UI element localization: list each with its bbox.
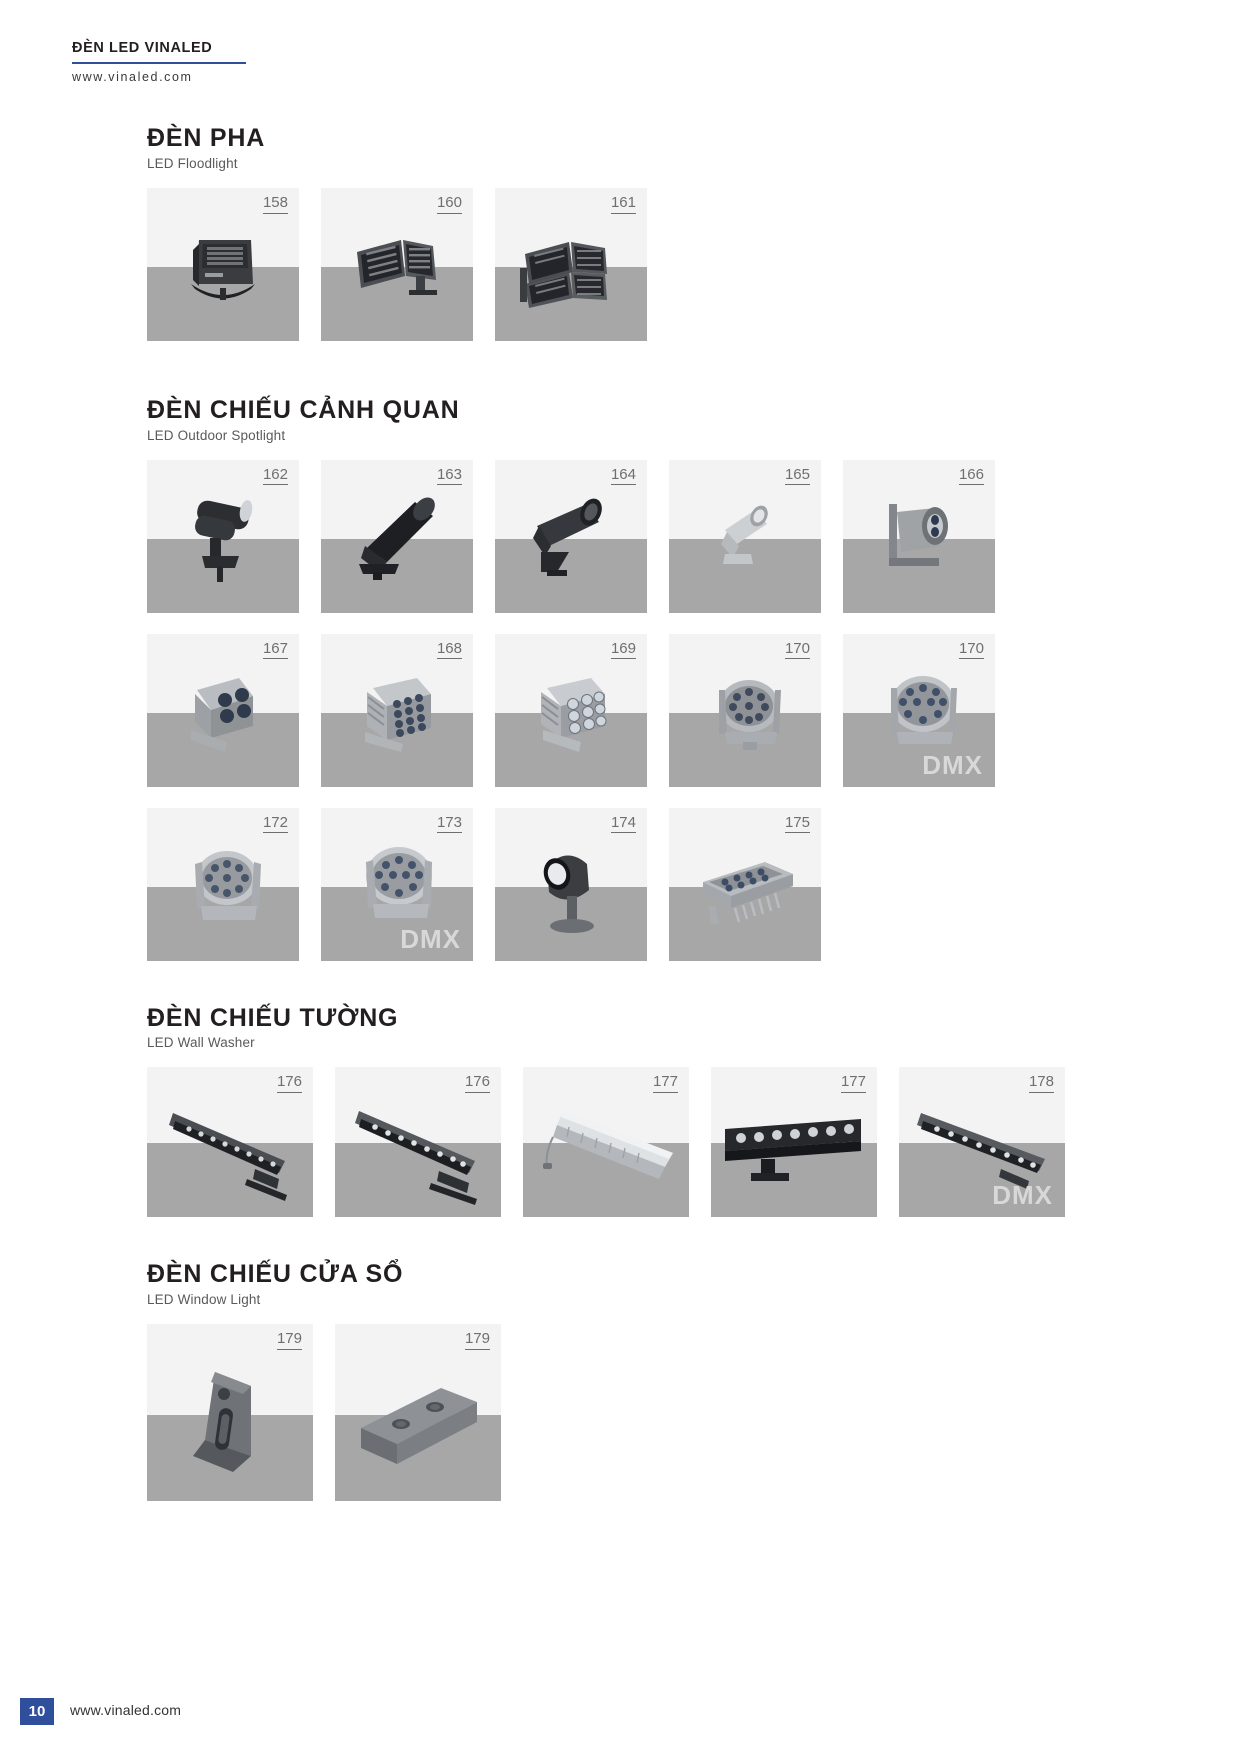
section-gap — [0, 982, 1239, 1004]
page-number: 163 — [437, 466, 462, 486]
page-number: 169 — [611, 640, 636, 660]
product-card[interactable] — [669, 634, 821, 787]
page-number: 170 — [959, 640, 984, 660]
window-bar-icon — [335, 1324, 501, 1501]
page-number: 165 — [785, 466, 810, 486]
page-number: 172 — [263, 814, 288, 834]
product-grid-floodlight — [0, 188, 1239, 362]
section-subtitle: LED Wall Washer — [147, 1035, 255, 1051]
brand-url: www.vinaled.com — [72, 70, 193, 84]
page-number: 170 — [785, 640, 810, 660]
section-title: ĐÈN PHA — [147, 124, 266, 152]
page-footer — [0, 1698, 1239, 1728]
section-header — [0, 396, 1239, 443]
product-card[interactable] — [335, 1324, 501, 1501]
product-card[interactable] — [335, 1067, 501, 1217]
footer-page-number: 10 — [20, 1698, 54, 1725]
page-number: 176 — [277, 1073, 302, 1093]
dmx-badge: DMX — [992, 1180, 1053, 1211]
product-card[interactable] — [669, 460, 821, 613]
product-card[interactable] — [321, 808, 473, 961]
product-card[interactable] — [147, 460, 299, 613]
section-window — [0, 1260, 1239, 1522]
section-title: ĐÈN CHIẾU CẢNH QUAN — [147, 395, 460, 424]
section-gap — [0, 1238, 1239, 1260]
section-header — [0, 1004, 1239, 1051]
page-number: 166 — [959, 466, 984, 486]
product-card[interactable] — [899, 1067, 1065, 1217]
footer-url: www.vinaled.com — [70, 1702, 182, 1718]
page-number: 168 — [437, 640, 462, 660]
dmx-badge: DMX — [400, 923, 461, 954]
product-card[interactable] — [147, 634, 299, 787]
section-subtitle: LED Floodlight — [147, 155, 238, 171]
page-number: 174 — [611, 814, 636, 834]
page-number: 160 — [437, 194, 462, 214]
dmx-badge: DMX — [922, 749, 983, 780]
product-card[interactable] — [495, 460, 647, 613]
product-card[interactable] — [843, 460, 995, 613]
product-card[interactable] — [147, 188, 299, 341]
section-header — [0, 124, 1239, 171]
product-card[interactable] — [523, 1067, 689, 1217]
product-card[interactable] — [147, 1324, 313, 1501]
product-grid-spotlight — [0, 460, 1239, 982]
section-wallwasher — [0, 1004, 1239, 1239]
page-number: 179 — [465, 1330, 490, 1350]
page-header — [72, 40, 246, 84]
product-card[interactable] — [843, 634, 995, 787]
page-number: 164 — [611, 466, 636, 486]
section-floodlight — [0, 124, 1239, 362]
product-card[interactable] — [147, 1067, 313, 1217]
page-number: 176 — [465, 1073, 490, 1093]
section-title: ĐÈN CHIẾU TƯỜNG — [147, 1003, 399, 1032]
page-number: 175 — [785, 814, 810, 834]
page-number: 179 — [277, 1330, 302, 1350]
section-subtitle: LED Window Light — [147, 1292, 261, 1307]
section-header — [0, 1260, 1239, 1307]
section-spotlight — [0, 396, 1239, 982]
section-subtitle: LED Outdoor Spotlight — [147, 427, 286, 443]
product-card[interactable] — [495, 808, 647, 961]
product-card[interactable] — [669, 808, 821, 961]
product-card[interactable] — [711, 1067, 877, 1217]
product-card[interactable] — [495, 188, 647, 341]
page-number: 177 — [841, 1073, 866, 1093]
product-card[interactable] — [321, 188, 473, 341]
page-number: 161 — [611, 194, 636, 214]
page-number: 162 — [263, 466, 288, 486]
brand-underline — [72, 62, 246, 64]
product-grid-wallwasher — [0, 1067, 1239, 1238]
page-number: 158 — [263, 194, 288, 214]
page-number: 178 — [1029, 1073, 1054, 1093]
product-card[interactable] — [147, 808, 299, 961]
page-number: 173 — [437, 814, 462, 834]
product-card[interactable] — [321, 634, 473, 787]
catalog-content — [0, 124, 1239, 1522]
brand-name: ĐÈN LED VINALED — [72, 40, 213, 56]
page-number: 167 — [263, 640, 288, 660]
product-card[interactable] — [495, 634, 647, 787]
section-gap — [0, 362, 1239, 396]
product-card[interactable] — [321, 460, 473, 613]
window-wedge-icon — [147, 1324, 313, 1501]
section-title: ĐÈN CHIẾU CỬA SỔ — [147, 1260, 404, 1289]
page-number: 177 — [653, 1073, 678, 1093]
product-grid-window — [0, 1324, 1239, 1522]
